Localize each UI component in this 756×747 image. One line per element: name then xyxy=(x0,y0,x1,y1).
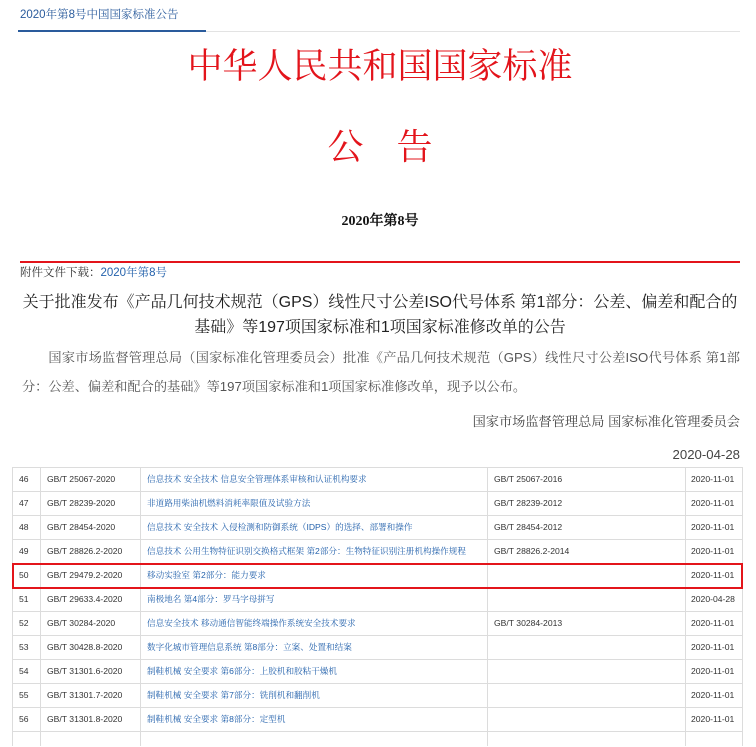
standard-title-link[interactable]: 南极地名 第4部分：罗马字母拼写 xyxy=(141,588,488,611)
replaced-standard xyxy=(488,708,686,731)
effective-date: 2020-11-01 xyxy=(691,642,735,652)
replaced-standard: GB/T 28454-2012 xyxy=(488,516,686,539)
table-row xyxy=(13,708,742,732)
publish-date: 2020-04-28 xyxy=(672,447,740,462)
row-number: 55 xyxy=(13,684,41,707)
table-cell-empty xyxy=(41,732,141,746)
issuer-signature: 国家市场监督管理总局 国家标准化管理委员会 xyxy=(472,414,740,429)
standard-code: GB/T 28826.2-2020 xyxy=(41,540,141,563)
table-cell-empty xyxy=(13,732,41,746)
standard-title-link[interactable]: 制鞋机械 安全要求 第6部分：上胶机和胶粘干燥机 xyxy=(141,660,488,683)
table-row xyxy=(13,492,742,516)
standard-title-link[interactable]: 信息技术 公用生物特征识别交换格式框架 第2部分：生物特征识别注册机构操作规程 xyxy=(141,540,488,563)
standard-title-link[interactable]: 数字化城市管理信息系统 第8部分：立案、处置和结案 xyxy=(141,636,488,659)
announcement-heading xyxy=(10,290,750,340)
standard-title-link[interactable]: 制鞋机械 安全要求 第7部分：铣削机和翻削机 xyxy=(141,684,488,707)
table-row xyxy=(13,684,742,708)
replaced-standard xyxy=(488,564,686,587)
standard-code: GB/T 30428.8-2020 xyxy=(41,636,141,659)
table-cell-empty xyxy=(141,732,488,746)
row-number: 50 xyxy=(13,564,41,587)
replaced-standard: GB/T 25067-2016 xyxy=(488,468,686,491)
standard-code: GB/T 31301.8-2020 xyxy=(41,708,141,731)
row-number: 52 xyxy=(13,612,41,635)
heading-line: 关于批准发布《产品几何技术规范（GPS）线性尺寸公差ISO代号体系 第1部分：公差、偏差和配合的 xyxy=(22,294,738,311)
red-divider xyxy=(20,261,740,263)
row-number: 46 xyxy=(13,468,41,491)
row-number: 56 xyxy=(13,708,41,731)
effective-date: 2020-11-01 xyxy=(691,498,735,508)
effective-date: 2020-11-01 xyxy=(691,690,735,700)
replaced-standard: GB/T 28239-2012 xyxy=(488,492,686,515)
standard-code: GB/T 28454-2020 xyxy=(41,516,141,539)
table-row-partial xyxy=(13,732,742,746)
page-tab-title: 2020年第8号中国国家标准公告 xyxy=(20,9,179,21)
effective-date: 2020-11-01 xyxy=(691,714,735,724)
table-cell-empty xyxy=(686,732,742,746)
replaced-standard xyxy=(488,636,686,659)
standard-code: GB/T 25067-2020 xyxy=(41,468,141,491)
table-row xyxy=(13,636,742,660)
standard-title-link[interactable]: 移动实验室 第2部分：能力要求 xyxy=(141,564,488,587)
standard-title-link[interactable]: 信息技术 安全技术 信息安全管理体系审核和认证机构要求 xyxy=(141,468,488,491)
standard-code: GB/T 31301.6-2020 xyxy=(41,660,141,683)
effective-date: 2020-11-01 xyxy=(691,474,735,484)
replaced-standard: GB/T 30284-2013 xyxy=(488,612,686,635)
banner-subtitle: 公 告 xyxy=(327,127,433,167)
table-row xyxy=(13,588,742,612)
standards-table xyxy=(12,467,743,746)
row-number: 54 xyxy=(13,660,41,683)
effective-date: 2020-11-01 xyxy=(691,666,735,676)
attachment-label: 附件文件下载： xyxy=(20,267,101,279)
standard-code: GB/T 30284-2020 xyxy=(41,612,141,635)
effective-date: 2020-11-01 xyxy=(691,546,735,556)
effective-date: 2020-11-01 xyxy=(691,570,735,580)
table-row xyxy=(13,468,742,492)
table-row-highlighted xyxy=(13,564,742,588)
standard-title-link[interactable]: 信息技术 安全技术 入侵检测和防御系统（IDPS）的选择、部署和操作 xyxy=(141,516,488,539)
table-row xyxy=(13,540,742,564)
table-row xyxy=(13,612,742,636)
heading-line: 基础》等197项国家标准和1项国家标准修改单的公告 xyxy=(194,319,566,336)
standard-title-link[interactable]: 制鞋机械 安全要求 第8部分：定型机 xyxy=(141,708,488,731)
standard-code: GB/T 29479.2-2020 xyxy=(41,564,141,587)
table-row xyxy=(13,660,742,684)
effective-date: 2020-11-01 xyxy=(691,522,735,532)
row-number: 47 xyxy=(13,492,41,515)
replaced-standard xyxy=(488,588,686,611)
replaced-standard xyxy=(488,660,686,683)
issue-number: 2020年第8号 xyxy=(341,214,419,229)
effective-date: 2020-04-28 xyxy=(691,594,735,604)
table-cell-empty xyxy=(488,732,686,746)
table-row xyxy=(13,516,742,540)
standard-code: GB/T 31301.7-2020 xyxy=(41,684,141,707)
row-number: 49 xyxy=(13,540,41,563)
replaced-standard xyxy=(488,684,686,707)
row-number: 48 xyxy=(13,516,41,539)
tab-underline xyxy=(18,30,206,32)
standard-title-link[interactable]: 非道路用柴油机燃料消耗率限值及试验方法 xyxy=(141,492,488,515)
effective-date: 2020-11-01 xyxy=(691,618,735,628)
announcement-body: 国家市场监督管理总局（国家标准化管理委员会）批准《产品几何技术规范（GPS）线性尺寸公差ISO代号体系 第1部分：公差、偏差和配合的基础》等197项国家标准和1项国家标准修改单，现予以公布。 xyxy=(22,350,740,394)
standard-title-link[interactable]: 信息安全技术 移动通信智能终端操作系统安全技术要求 xyxy=(141,612,488,635)
banner-title: 中华人民共和国国家标准 xyxy=(187,47,573,86)
attachment-link[interactable]: 2020年第8号 xyxy=(100,267,167,279)
row-number: 53 xyxy=(13,636,41,659)
attachment-row xyxy=(20,266,167,281)
standard-code: GB/T 29633.4-2020 xyxy=(41,588,141,611)
replaced-standard: GB/T 28826.2-2014 xyxy=(488,540,686,563)
standard-code: GB/T 28239-2020 xyxy=(41,492,141,515)
row-number: 51 xyxy=(13,588,41,611)
